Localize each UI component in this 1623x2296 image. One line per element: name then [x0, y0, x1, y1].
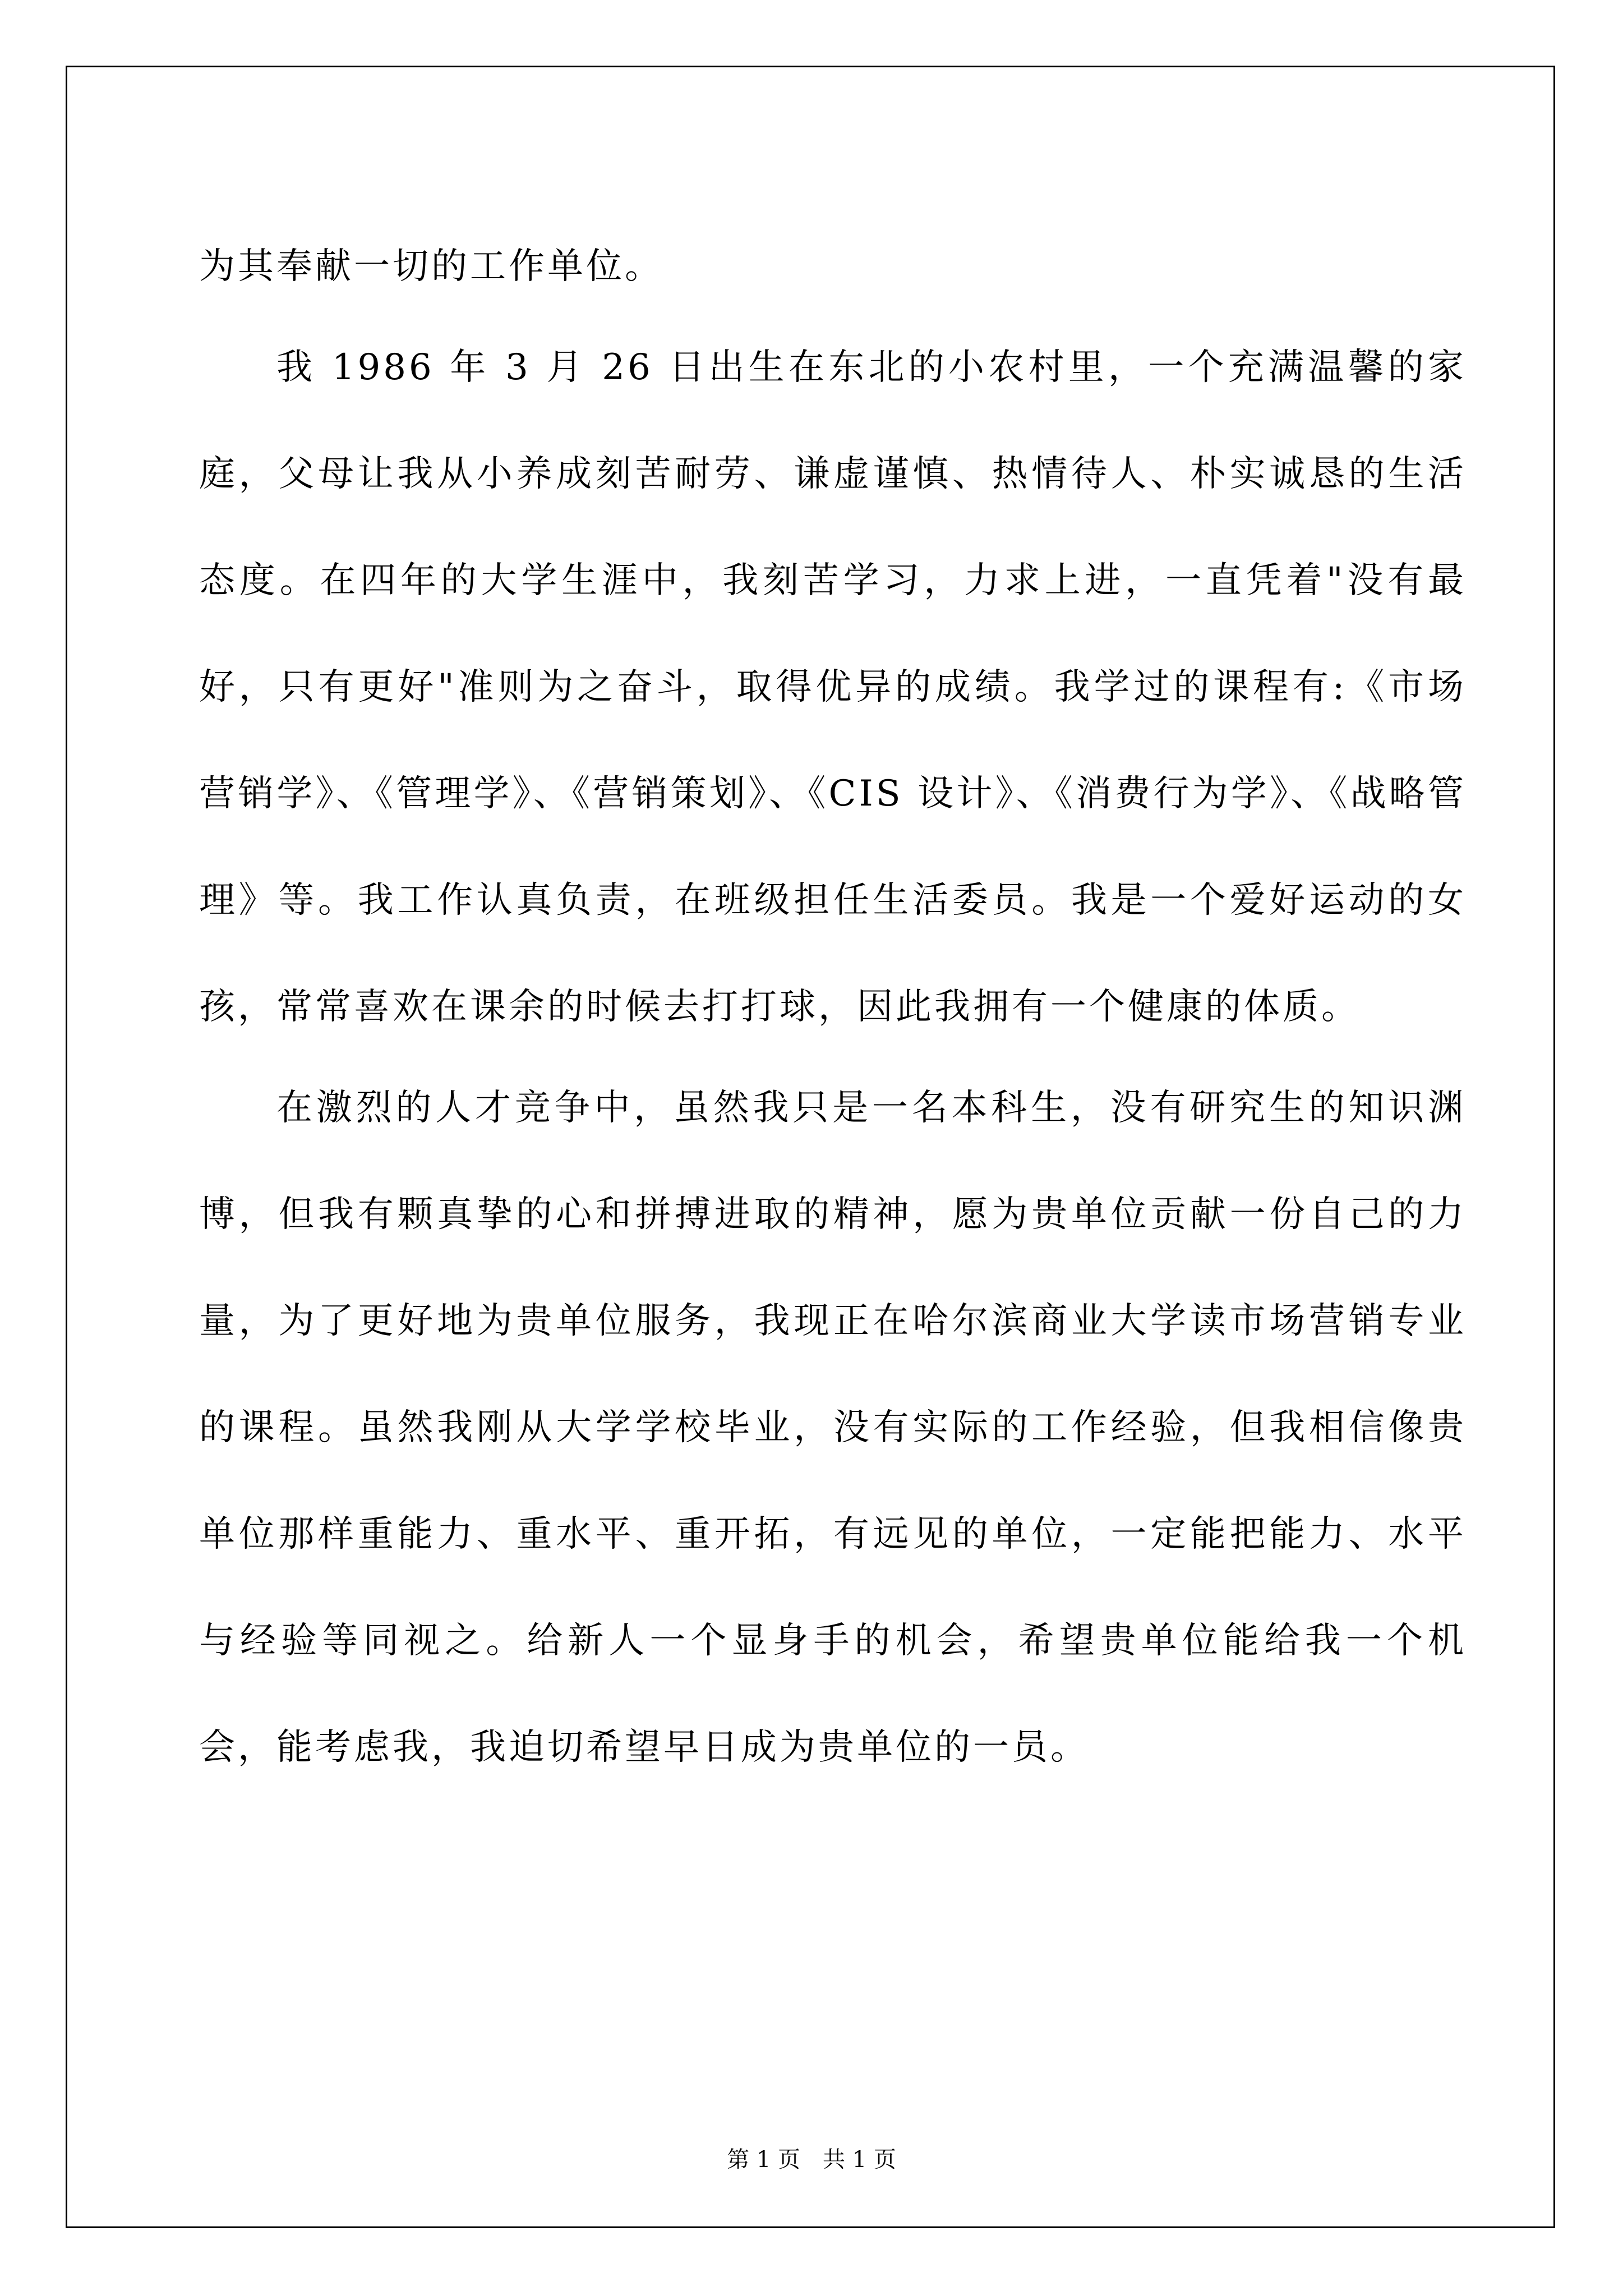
page-number-footer: 第 1 页 共 1 页	[727, 2147, 896, 2173]
document-body	[199, 213, 1467, 1795]
paragraph-closing-request: 在激烈的人才竞争中，虽然我只是一名本科生，没有研究生的知识渊博，但我有颗真挚的心和拼搏进取的精神，愿为贵单位贡献一份自己的力量，为了更好地为贵单位服务，我现正在哈尔滨商业大学读市场营销专业的课程。虽然我刚从大学学校毕业，没有实际的工作经验，但我相信像贵单位那样重能力、重水平、重开拓，有远见的单位，一定能把能力、水平与经验等同视之。给新人一个显身手的机会，希望贵单位能给我一个机会，能考虑我，我迫切希望早日成为贵单位的一员。	[199, 1087, 1467, 1768]
paragraph-continuation: 为其奉献一切的工作单位。	[199, 246, 663, 287]
paragraph-personal-background: 我 1986 年 3 月 26 日出生在东北的小农村里，一个充满温馨的家庭，父母让我从小养成刻苦耐劳、谦虚谨慎、热情待人、朴实诚恳的生活态度。在四年的大学生涯中，我刻苦学习，力求上进，一直凭着"没有最好，只有更好"准则为之奋斗，取得优异的成绩。我学过的课程有:《市场营销学》、《管理学》、《营销策划》、《CIS 设计》、《消费行为学》、《战略管理》等。我工作认真负责，在班级担任生活委员。我是一个爱好运动的女孩，常常喜欢在课余的时候去打打球，因此我拥有一个健康的体质。	[199, 347, 1467, 1028]
